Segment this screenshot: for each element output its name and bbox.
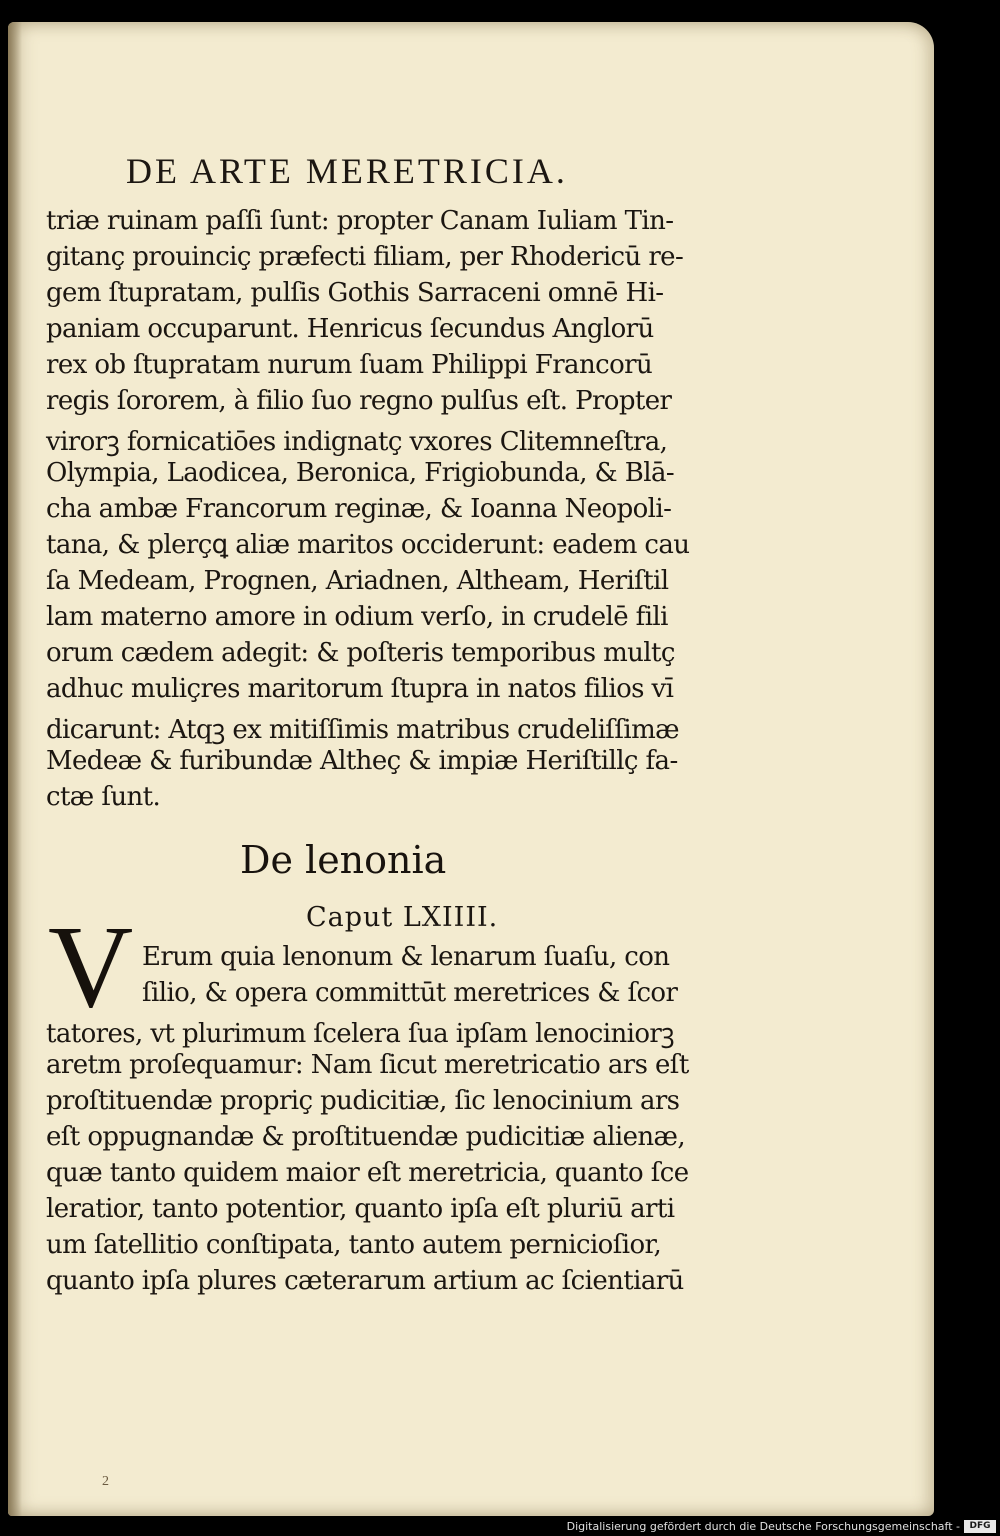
book-page xyxy=(8,22,934,1516)
text-line: tana, & plerçꝗ aliæ maritos occiderunt: eadem cau xyxy=(46,530,690,560)
drop-cap: V xyxy=(48,901,134,1032)
digitization-credit: Digitalisierung gefördert durch die Deutsche Forschungsgemeinschaft - xyxy=(566,1520,960,1533)
text-line: quæ tanto quidem maior eſt meretricia, quanto ſce xyxy=(46,1158,689,1188)
text-line: ſa Medeam, Prognen, Ariadnen, Altheam, Heriſtil xyxy=(46,566,669,596)
section-title: De lenonia xyxy=(240,838,447,882)
text-line: um ſatellitio conſtipata, tanto autem pernicioſior, xyxy=(46,1230,662,1260)
text-line: tatores, vt plurimum ſcelera ſua ipſam lenociniorꝫ xyxy=(46,1019,674,1049)
text-line: Olympia, Laodicea, Beronica, Frigiobunda, & Blā- xyxy=(46,458,675,488)
text-line: orum cædem adegit: & poſteris temporibus multç xyxy=(46,638,675,668)
text-line: aretm proſequamur: Nam ſicut meretricatio ars eſt xyxy=(46,1050,689,1080)
running-head: DE ARTE MERETRICIA. xyxy=(126,151,568,191)
text-line: leratior, tanto potentior, quanto ipſa eſt pluriū arti xyxy=(46,1194,675,1224)
text-line: cha ambæ Francorum reginæ, & Ioanna Neopoli- xyxy=(46,494,672,524)
text-line: Medeæ & furibundæ Altheç & impiæ Heriſtillç fa- xyxy=(46,746,678,776)
text-line: ctæ ſunt. xyxy=(46,782,161,812)
text-line: rex ob ſtupratam nurum ſuam Philippi Francorū xyxy=(46,350,653,380)
text-line: adhuc muliçres maritorum ſtupra in natos filios vī xyxy=(46,674,674,704)
text-line: paniam occuparunt. Henricus ſecundus Anglorū xyxy=(46,314,654,344)
text-line: ſilio, & opera committūt meretrices & ſcor xyxy=(142,978,678,1008)
text-line: lam materno amore in odium verſo, in crudelē fili xyxy=(46,602,668,632)
text-line: triæ ruinam paſſi ſunt: propter Canam Iuliam Tin- xyxy=(46,206,674,236)
text-line: quanto ipſa plures cæterarum artium ac ſcientiarū xyxy=(46,1266,684,1296)
dfg-logo: DFG xyxy=(964,1520,996,1533)
text-line: gem ſtupratam, pulſis Gothis Sarraceni omnē Hi- xyxy=(46,278,664,308)
text-line: eſt oppugnandæ & proſtituendæ pudicitiæ alienæ, xyxy=(46,1122,686,1152)
chapter-label: Caput LXIIII. xyxy=(306,902,499,933)
text-line: virorꝫ fornicatiōes indignatç vxores Clitemneſtra, xyxy=(46,427,668,457)
text-line: gitanç prouinciç præfecti filiam, per Rhodericū re- xyxy=(46,242,684,272)
text-line: dicarunt: Atqꝫ ex mitiſſimis matribus crudeliſſimæ xyxy=(46,715,679,745)
page-marker: 2 xyxy=(102,1474,109,1489)
text-line: Erum quia lenonum & lenarum ſuaſu, con xyxy=(142,942,670,972)
text-line: regis ſororem, à filio ſuo regno pulſus eſt. Propter xyxy=(46,386,672,416)
text-line: proſtituendæ propriç pudicitiæ, ſic lenocinium ars xyxy=(46,1086,680,1116)
